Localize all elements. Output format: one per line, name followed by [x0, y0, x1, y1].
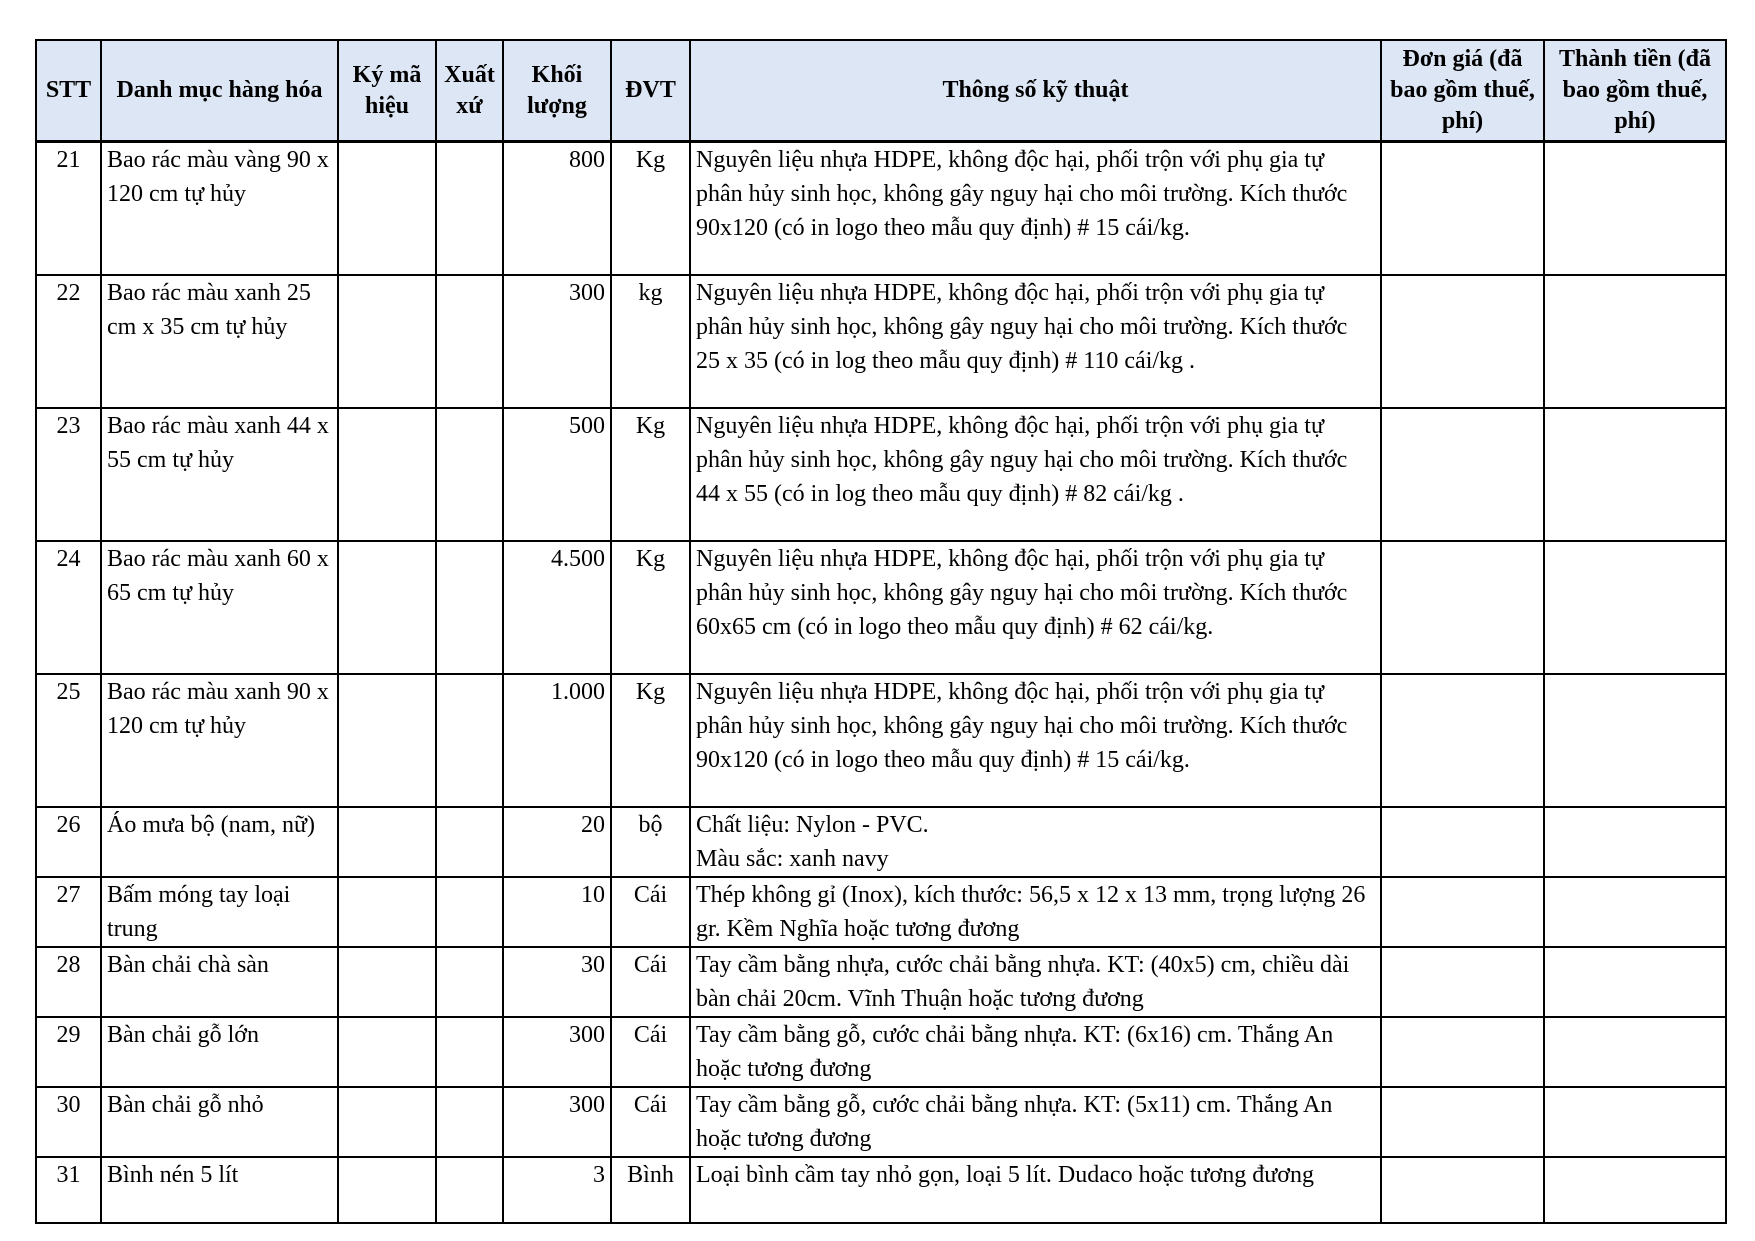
cell-item: Bao rác màu xanh 60 x 65 cm tự hủy: [101, 541, 338, 674]
cell-stt: 21: [36, 142, 101, 276]
cell-qty: 300: [503, 275, 611, 408]
cell-qty: 20: [503, 807, 611, 877]
cell-unit-price: [1381, 947, 1544, 1017]
cell-unit: Kg: [611, 674, 690, 807]
cell-qty: 300: [503, 1087, 611, 1157]
cell-spec: Tay cầm bằng gỗ, cước chải bằng nhựa. KT: (6x16) cm. Thắng An hoặc tương đương: [690, 1017, 1381, 1087]
table-row: [36, 1087, 1726, 1157]
cell-code: [338, 807, 436, 877]
cell-code: [338, 1157, 436, 1223]
cell-unit-price: [1381, 1017, 1544, 1087]
table-row: [36, 408, 1726, 541]
cell-origin: [436, 674, 503, 807]
cell-item: Bấm móng tay loại trung: [101, 877, 338, 947]
cell-spec: Chất liệu: Nylon - PVC. Màu sắc: xanh navy: [690, 807, 1381, 877]
cell-unit: Kg: [611, 408, 690, 541]
cell-code: [338, 674, 436, 807]
cell-item: Bình nén 5 lít: [101, 1157, 338, 1223]
cell-item: Bàn chải gỗ nhỏ: [101, 1087, 338, 1157]
cell-spec: Thép không gỉ (Inox), kích thước: 56,5 x 12 x 13 mm, trọng lượng 26 gr. Kềm Nghĩa hoặc tương đương: [690, 877, 1381, 947]
cell-qty: 30: [503, 947, 611, 1017]
cell-total: [1544, 807, 1726, 877]
cell-spec: Nguyên liệu nhựa HDPE, không độc hại, phối trộn với phụ gia tự phân hủy sinh học, không gây nguy hại cho môi trường. Kích thước 44 x 55 (có in log theo mẫu quy định) # 82 cái/kg .: [690, 408, 1381, 541]
cell-total: [1544, 275, 1726, 408]
cell-qty: 500: [503, 408, 611, 541]
cell-unit-price: [1381, 408, 1544, 541]
cell-origin: [436, 1087, 503, 1157]
header-qty: Khối lượng: [503, 40, 611, 142]
cell-code: [338, 408, 436, 541]
table-row: [36, 142, 1726, 276]
cell-unit-price: [1381, 1157, 1544, 1223]
cell-origin: [436, 877, 503, 947]
header-code: Ký mã hiệu: [338, 40, 436, 142]
table-row: [36, 877, 1726, 947]
header-origin: Xuất xứ: [436, 40, 503, 142]
cell-spec: Loại bình cầm tay nhỏ gọn, loại 5 lít. Dudaco hoặc tương đương: [690, 1157, 1381, 1223]
cell-item: Bao rác màu xanh 44 x 55 cm tự hủy: [101, 408, 338, 541]
cell-origin: [436, 807, 503, 877]
cell-spec: Nguyên liệu nhựa HDPE, không độc hại, phối trộn với phụ gia tự phân hủy sinh học, không gây nguy hại cho môi trường. Kích thước 90x120 (có in logo theo mẫu quy định) # 15 cái/kg.: [690, 142, 1381, 276]
header-total: Thành tiền (đã bao gồm thuế, phí): [1544, 40, 1726, 142]
table-row: [36, 1017, 1726, 1087]
cell-total: [1544, 1017, 1726, 1087]
cell-unit: Kg: [611, 142, 690, 276]
cell-item: Bao rác màu xanh 90 x 120 cm tự hủy: [101, 674, 338, 807]
cell-stt: 27: [36, 877, 101, 947]
cell-item: Bao rác màu vàng 90 x 120 cm tự hủy: [101, 142, 338, 276]
cell-origin: [436, 408, 503, 541]
cell-code: [338, 877, 436, 947]
cell-spec: Tay cầm bằng nhựa, cước chải bằng nhựa. KT: (40x5) cm, chiều dài bàn chải 20cm. Vĩnh Thuận hoặc tương đương: [690, 947, 1381, 1017]
cell-origin: [436, 541, 503, 674]
cell-unit: Cái: [611, 1017, 690, 1087]
cell-origin: [436, 947, 503, 1017]
cell-unit: kg: [611, 275, 690, 408]
table-row: [36, 674, 1726, 807]
table-row: [36, 275, 1726, 408]
cell-unit-price: [1381, 275, 1544, 408]
cell-stt: 22: [36, 275, 101, 408]
cell-origin: [436, 142, 503, 276]
cell-stt: 23: [36, 408, 101, 541]
cell-stt: 28: [36, 947, 101, 1017]
cell-stt: 26: [36, 807, 101, 877]
table-row: [36, 541, 1726, 674]
cell-code: [338, 947, 436, 1017]
cell-origin: [436, 1017, 503, 1087]
cell-total: [1544, 674, 1726, 807]
table-row: [36, 947, 1726, 1017]
cell-unit: Cái: [611, 1087, 690, 1157]
cell-qty: 10: [503, 877, 611, 947]
cell-item: Áo mưa bộ (nam, nữ): [101, 807, 338, 877]
cell-total: [1544, 877, 1726, 947]
header-row: [36, 40, 1726, 142]
cell-total: [1544, 1087, 1726, 1157]
cell-unit: Kg: [611, 541, 690, 674]
cell-spec: Nguyên liệu nhựa HDPE, không độc hại, phối trộn với phụ gia tự phân hủy sinh học, không gây nguy hại cho môi trường. Kích thước 25 x 35 (có in log theo mẫu quy định) # 110 cái/kg .: [690, 275, 1381, 408]
cell-unit-price: [1381, 674, 1544, 807]
header-spec: Thông số kỹ thuật: [690, 40, 1381, 142]
cell-stt: 24: [36, 541, 101, 674]
table-row: [36, 1157, 1726, 1223]
header-unit: ĐVT: [611, 40, 690, 142]
cell-total: [1544, 142, 1726, 276]
cell-unit-price: [1381, 1087, 1544, 1157]
cell-origin: [436, 275, 503, 408]
header-unit-price: Đơn giá (đã bao gồm thuế, phí): [1381, 40, 1544, 142]
cell-spec: Nguyên liệu nhựa HDPE, không độc hại, phối trộn với phụ gia tự phân hủy sinh học, không gây nguy hại cho môi trường. Kích thước 90x120 (có in logo theo mẫu quy định) # 15 cái/kg.: [690, 674, 1381, 807]
table-row: [36, 807, 1726, 877]
cell-qty: 300: [503, 1017, 611, 1087]
cell-unit-price: [1381, 807, 1544, 877]
cell-item: Bao rác màu xanh 25 cm x 35 cm tự hủy: [101, 275, 338, 408]
cell-stt: 30: [36, 1087, 101, 1157]
cell-origin: [436, 1157, 503, 1223]
cell-qty: 800: [503, 142, 611, 276]
header-item: Danh mục hàng hóa: [101, 40, 338, 142]
cell-unit: bộ: [611, 807, 690, 877]
cell-stt: 25: [36, 674, 101, 807]
cell-qty: 1.000: [503, 674, 611, 807]
cell-qty: 3: [503, 1157, 611, 1223]
cell-item: Bàn chải gỗ lớn: [101, 1017, 338, 1087]
goods-table: [35, 39, 1727, 1224]
cell-unit: Bình: [611, 1157, 690, 1223]
cell-code: [338, 1087, 436, 1157]
cell-code: [338, 1017, 436, 1087]
cell-total: [1544, 541, 1726, 674]
cell-item: Bàn chải chà sàn: [101, 947, 338, 1017]
cell-code: [338, 275, 436, 408]
cell-unit-price: [1381, 142, 1544, 276]
cell-spec: Nguyên liệu nhựa HDPE, không độc hại, phối trộn với phụ gia tự phân hủy sinh học, không gây nguy hại cho môi trường. Kích thước 60x65 cm (có in logo theo mẫu quy định) # 62 cái/kg.: [690, 541, 1381, 674]
cell-qty: 4.500: [503, 541, 611, 674]
cell-spec: Tay cầm bằng gỗ, cước chải bằng nhựa. KT: (5x11) cm. Thắng An hoặc tương đương: [690, 1087, 1381, 1157]
header-stt: STT: [36, 40, 101, 142]
goods-sheet: [35, 39, 1725, 1224]
cell-unit: Cái: [611, 947, 690, 1017]
cell-code: [338, 142, 436, 276]
cell-total: [1544, 408, 1726, 541]
cell-stt: 29: [36, 1017, 101, 1087]
cell-unit-price: [1381, 877, 1544, 947]
cell-total: [1544, 947, 1726, 1017]
cell-code: [338, 541, 436, 674]
cell-stt: 31: [36, 1157, 101, 1223]
cell-total: [1544, 1157, 1726, 1223]
cell-unit: Cái: [611, 877, 690, 947]
cell-unit-price: [1381, 541, 1544, 674]
